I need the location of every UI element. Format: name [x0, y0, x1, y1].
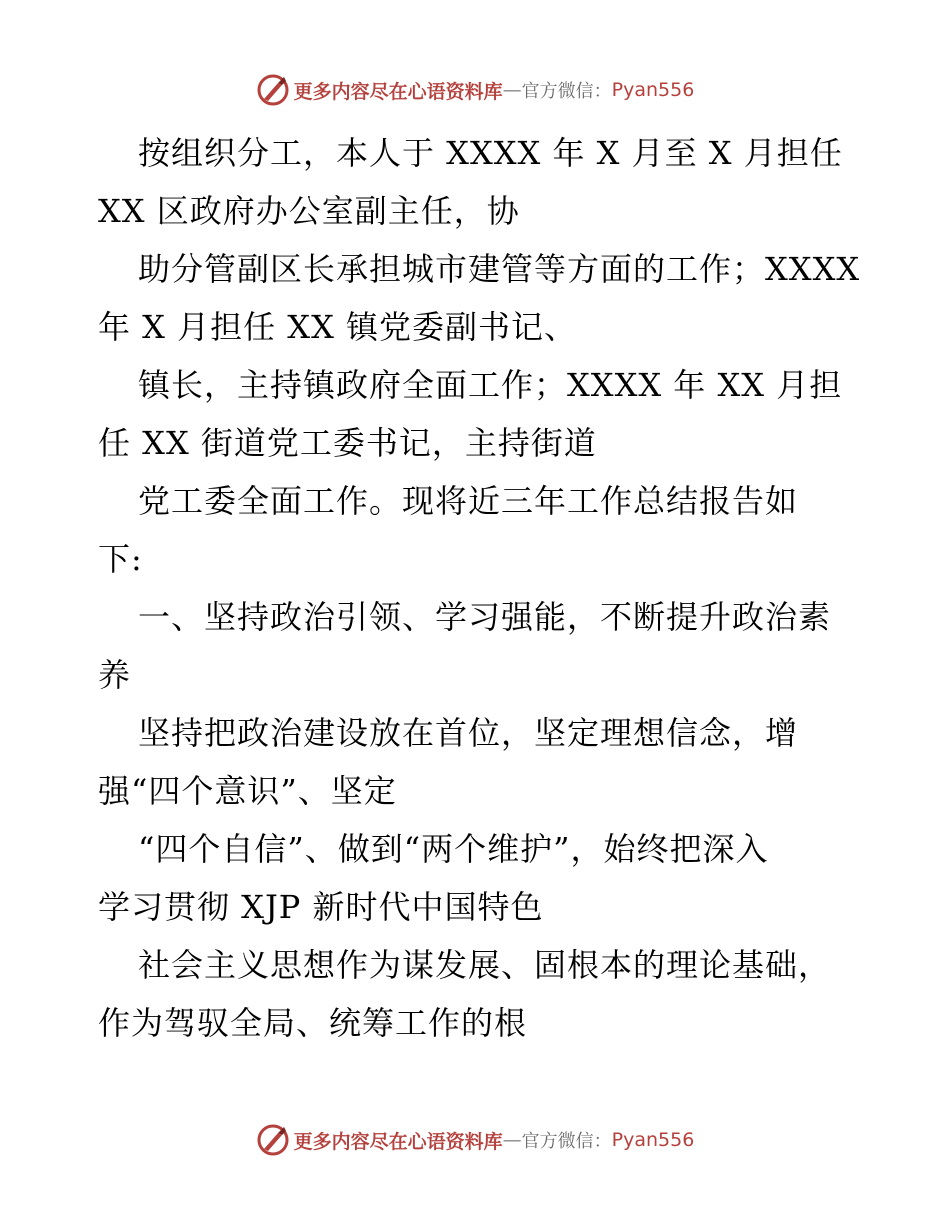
banner-wechat-id: Pyan556 [611, 1129, 695, 1151]
body-text-line: 社会主义思想作为谋发展、固根本的理论基础， [138, 946, 832, 984]
body-text-line: XX 区政府办公室副主任，协 [98, 192, 520, 230]
banner-wechat-id: Pyan556 [611, 79, 695, 101]
banner-separator: — [502, 79, 522, 101]
banner-slogan: 更多内容尽在心语资料库 [293, 80, 503, 103]
body-text-line: 学习贯彻 XJP 新时代中国特色 [98, 888, 544, 926]
body-text-line: 坚持把政治建设放在首位，坚定理想信念，增 [138, 714, 799, 752]
body-text-line: 年 X 月担任 XX 镇党委副书记、 [98, 308, 578, 346]
body-text-line: 强“四个意识”、坚定 [98, 772, 397, 810]
quill-logo-icon [256, 73, 290, 107]
document-body [98, 124, 861, 1052]
body-text-line: 下: [98, 540, 143, 578]
quill-logo-icon [256, 1123, 290, 1157]
banner-slogan: 更多内容尽在心语资料库 [293, 1130, 503, 1153]
body-text-line: “四个自信”、做到“两个维护”，始终把深入 [138, 830, 769, 868]
header-banner [0, 70, 950, 110]
body-text-line: 党工委全面工作。现将近三年工作总结报告如 [138, 482, 799, 520]
banner-wechat-label: 官方微信： [521, 1131, 612, 1152]
banner-wechat-label: 官方微信： [521, 81, 612, 102]
banner-separator: — [502, 1129, 522, 1151]
body-text-line: 养 [98, 656, 132, 694]
body-text-line: 助分管副区长承担城市建管等方面的工作；XXXX [138, 250, 861, 288]
body-text-line: 按组织分工，本人于 XXXX 年 X 月至 X 月担任 [138, 134, 843, 172]
body-text-line: 一、坚持政治引领、学习强能，不断提升政治素 [138, 598, 832, 636]
body-text-line: 镇长，主持镇政府全面工作；XXXX 年 XX 月担 [138, 366, 843, 404]
body-text-line: 作为驾驭全局、统筹工作的根 [98, 1004, 528, 1042]
footer-banner [0, 1120, 950, 1160]
body-text-line: 任 XX 街道党工委书记，主持街道 [98, 424, 597, 462]
